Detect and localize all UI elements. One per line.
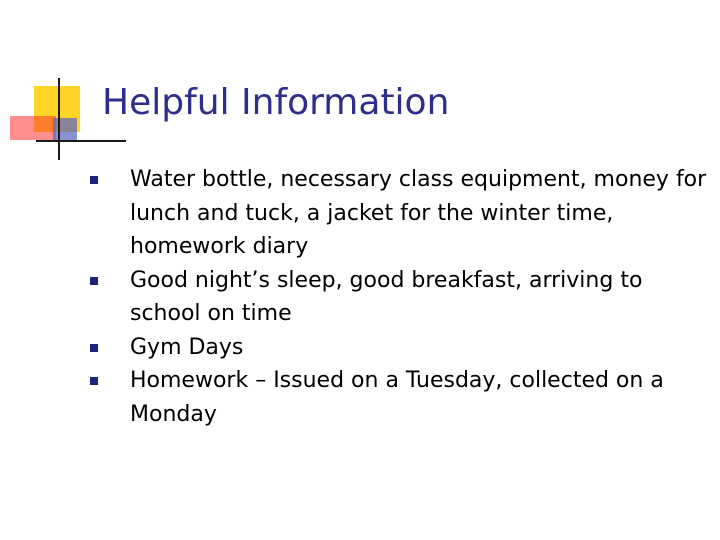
bullet-text: Water bottle, necessary class equipment, money for lunch and tuck, a jacket for the winter time, homework diary	[130, 167, 707, 259]
bullet-item	[90, 364, 710, 431]
bullet-item	[90, 163, 710, 264]
square-bullet-icon	[90, 377, 98, 385]
slide-title: Helpful Information	[102, 82, 450, 123]
bullet-list	[90, 163, 710, 431]
bullet-text: Gym Days	[130, 334, 244, 360]
bullet-text: Homework – Issued on a Tuesday, collected on a Monday	[130, 368, 664, 427]
vertical-line-decoration	[58, 78, 60, 160]
square-bullet-icon	[90, 277, 98, 285]
bullet-text: Good night’s sleep, good breakfast, arriving to school on time	[130, 267, 643, 326]
square-bullet-icon	[90, 176, 98, 184]
red-rectangle-decoration	[10, 116, 56, 140]
bullet-item	[90, 264, 710, 331]
horizontal-line-decoration	[36, 140, 126, 142]
square-bullet-icon	[90, 344, 98, 352]
blue-square-decoration	[53, 118, 77, 142]
decorative-logo	[0, 0, 110, 170]
bullet-item	[90, 331, 710, 365]
